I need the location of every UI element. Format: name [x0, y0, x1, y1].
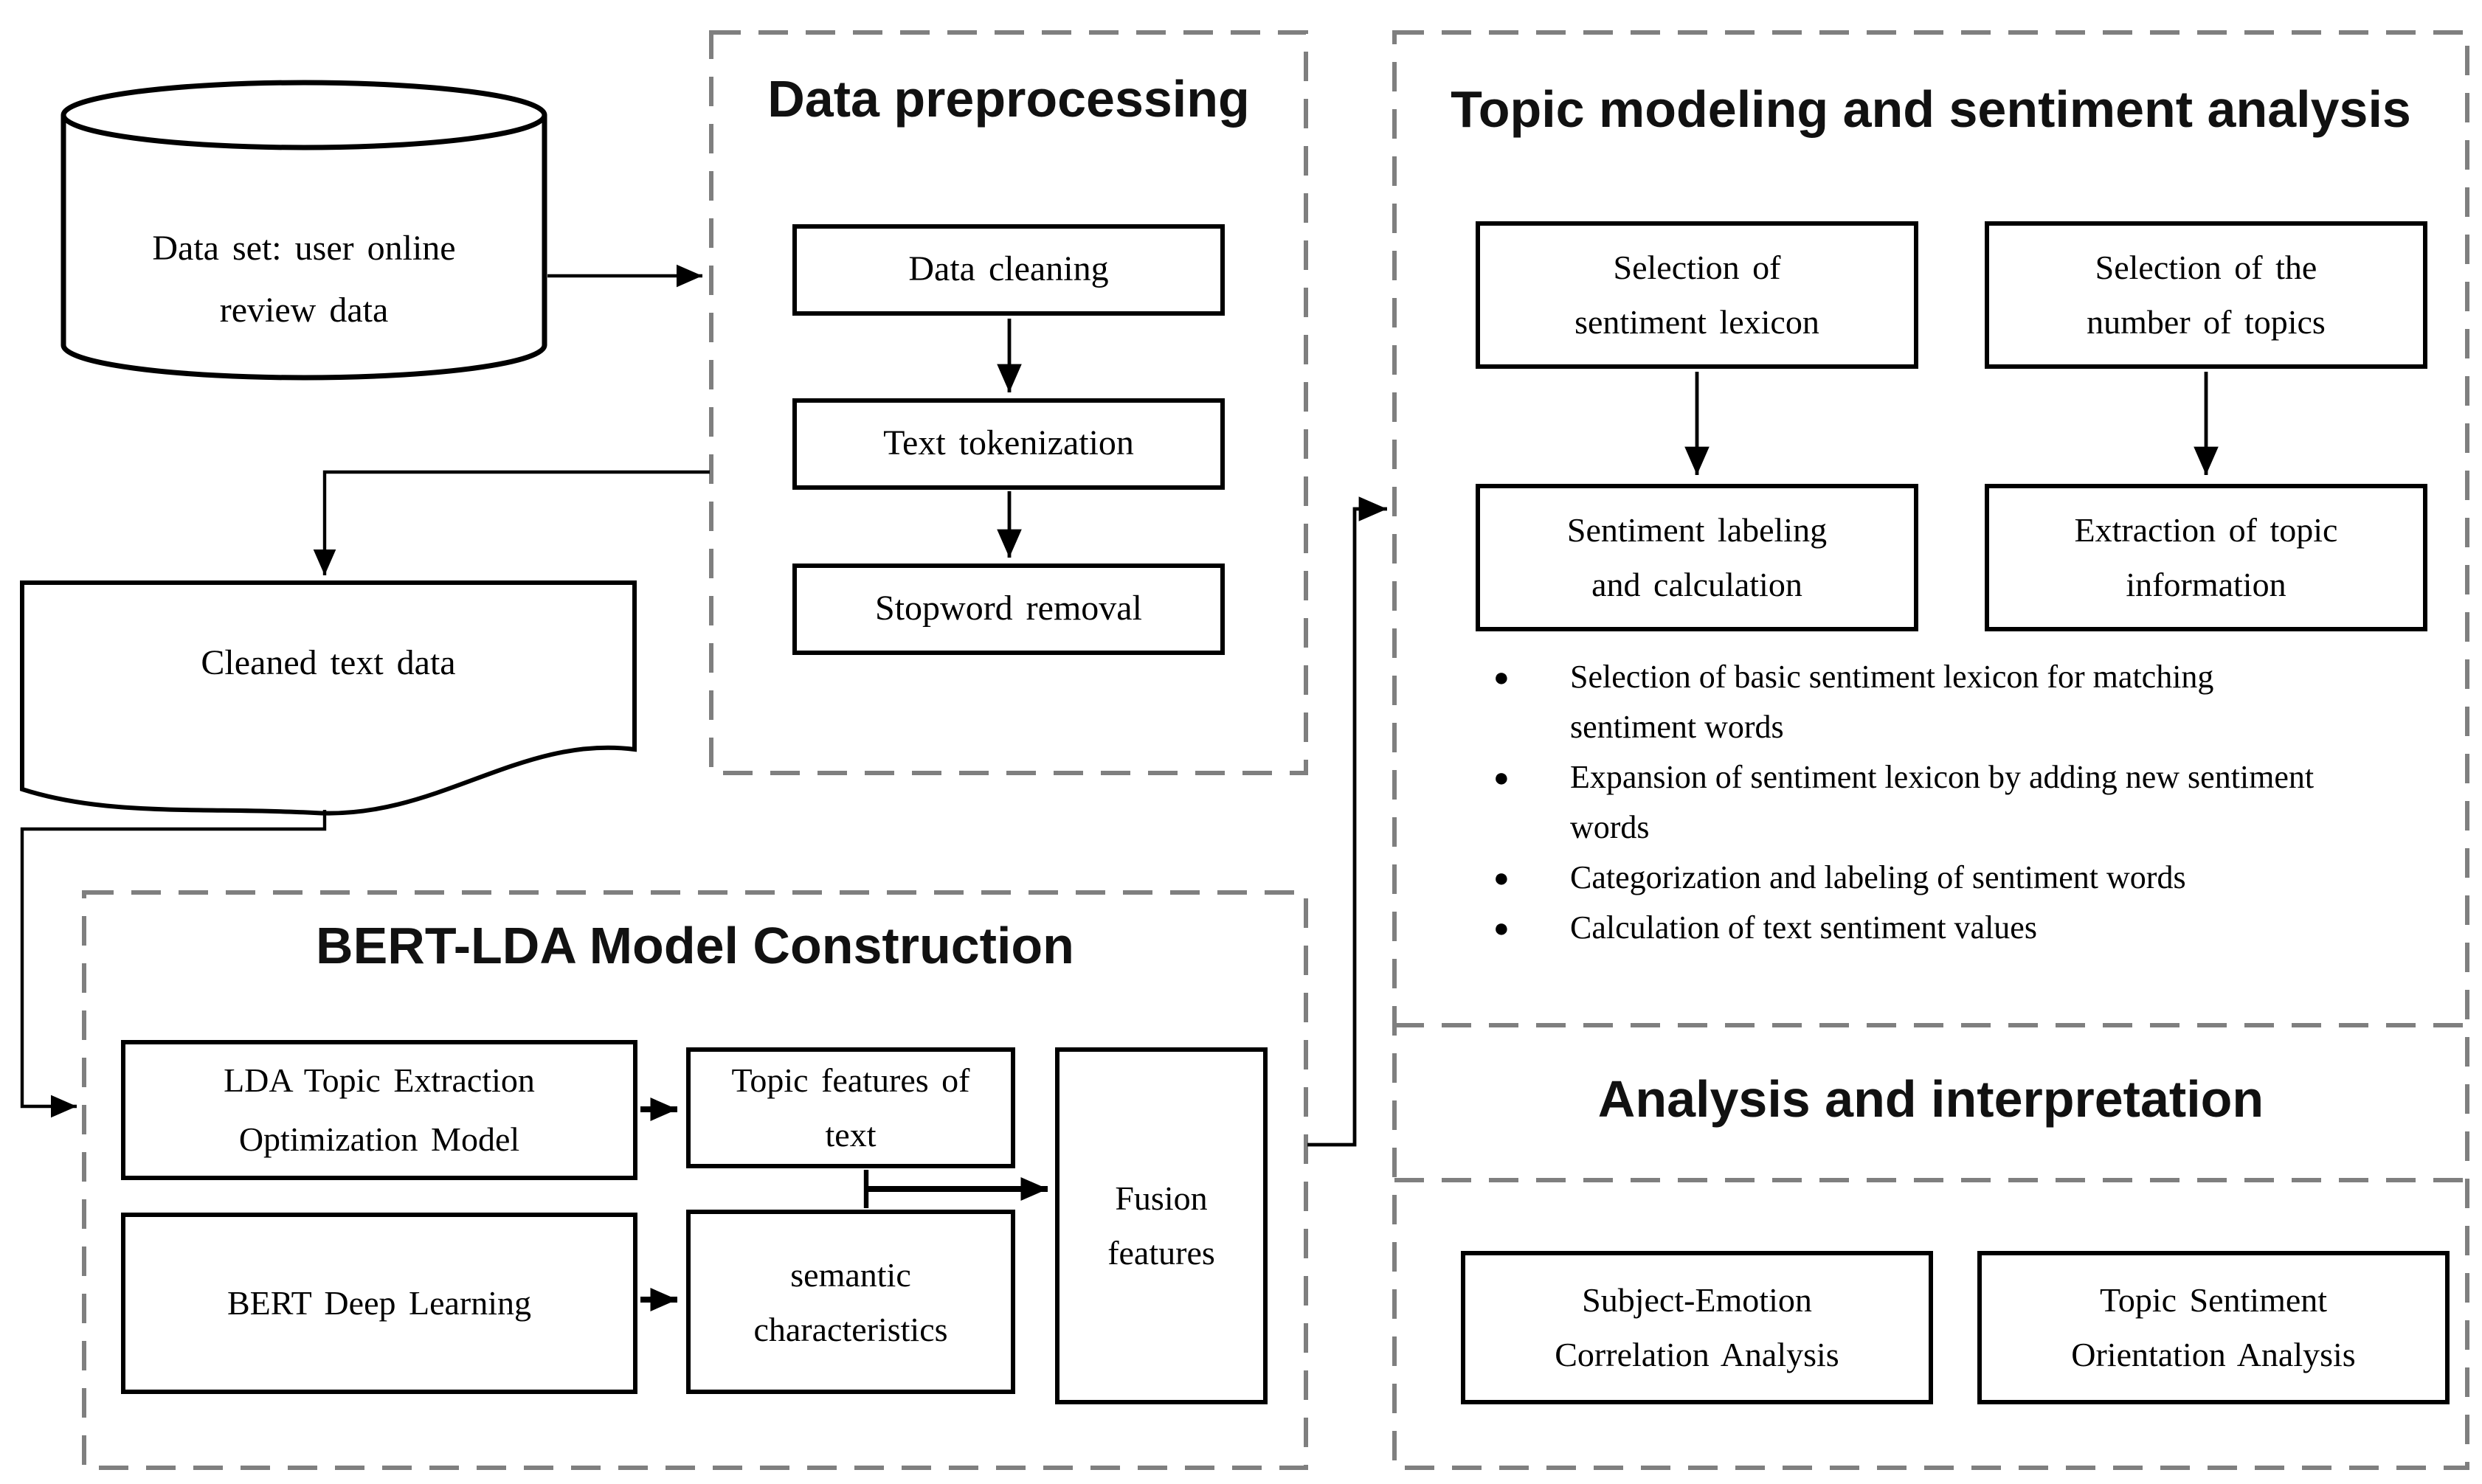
topic-sentiment-label: Topic Sentiment Orientation Analysis [2071, 1282, 2356, 1373]
database-label: Data set: user online review data [152, 230, 456, 330]
lda-model-box [121, 1040, 637, 1180]
step-text-tokenization-label: Text tokenization [883, 425, 1134, 463]
semantic-characteristics-label: semantic characteristics [753, 1256, 948, 1348]
preprocessing-title: Data preprocessing [767, 71, 1250, 128]
topic-modeling-title: Topic modeling and sentiment analysis [1451, 81, 2411, 139]
step-data-cleaning-label: Data cleaning [908, 251, 1109, 289]
selection-topics-box [1985, 221, 2427, 369]
bert-deep-learning-label: BERT Deep Learning [227, 1285, 532, 1322]
database-node [89, 199, 519, 361]
bullet-icon: ● [1493, 913, 1510, 943]
step-stopword-removal-label: Stopword removal [875, 590, 1142, 628]
bullet-icon: ● [1493, 863, 1510, 892]
bullet-text: Selection of basic sentiment lexicon for matching sentiment words [1570, 658, 2214, 745]
step-stopword-removal [792, 564, 1225, 655]
selection-lexicon-box [1476, 221, 1918, 369]
bullet-icon: ● [1493, 662, 1510, 692]
list-item [1476, 903, 2420, 953]
list-item [1476, 853, 2420, 903]
sentiment-labeling-label: Sentiment labeling and calculation [1566, 512, 1828, 603]
subject-emotion-label: Subject-Emotion Correlation Analysis [1555, 1282, 1839, 1373]
lda-model-label: LDA Topic Extraction Optimization Model [224, 1061, 535, 1157]
sentiment-labeling-box [1476, 484, 1918, 631]
list-item [1476, 752, 2420, 853]
fusion-features-box [1055, 1047, 1268, 1404]
bullet-icon: ● [1493, 763, 1510, 792]
sentiment-bullet-list [1476, 652, 2420, 953]
step-text-tokenization [792, 398, 1225, 490]
bullet-text: Expansion of sentiment lexicon by adding new sentiment words [1570, 758, 2315, 845]
connector-preprocessing-to-cleaned [325, 472, 710, 575]
database-cylinder-top [63, 83, 545, 148]
bullet-text: Calculation of text sentiment values [1570, 909, 2037, 946]
extraction-topic-box [1985, 484, 2427, 631]
topic-features-label: Topic features of text [731, 1062, 970, 1154]
list-item [1476, 652, 2420, 752]
extraction-topic-label: Extraction of topic information [2074, 512, 2338, 603]
topic-sentiment-box [1977, 1251, 2450, 1404]
cleaned-text-label: Cleaned text data [201, 645, 456, 683]
selection-topics-label: Selection of the number of topics [2087, 249, 2326, 341]
step-data-cleaning [792, 224, 1225, 316]
selection-lexicon-label: Selection of sentiment lexicon [1574, 249, 1819, 341]
cleaned-text-node [59, 612, 598, 715]
bullet-text: Categorization and labeling of sentiment words [1570, 859, 2186, 895]
bertlda-title: BERT-LDA Model Construction [316, 918, 1074, 975]
topic-features-box [686, 1047, 1015, 1168]
bert-deep-learning-box [121, 1213, 637, 1394]
connector-bertlda-to-topicmodeling [1307, 509, 1387, 1145]
semantic-characteristics-box [686, 1210, 1015, 1394]
analysis-title: Analysis and interpretation [1597, 1071, 2264, 1128]
fusion-features-label: Fusion features [1107, 1180, 1215, 1272]
subject-emotion-box [1461, 1251, 1933, 1404]
